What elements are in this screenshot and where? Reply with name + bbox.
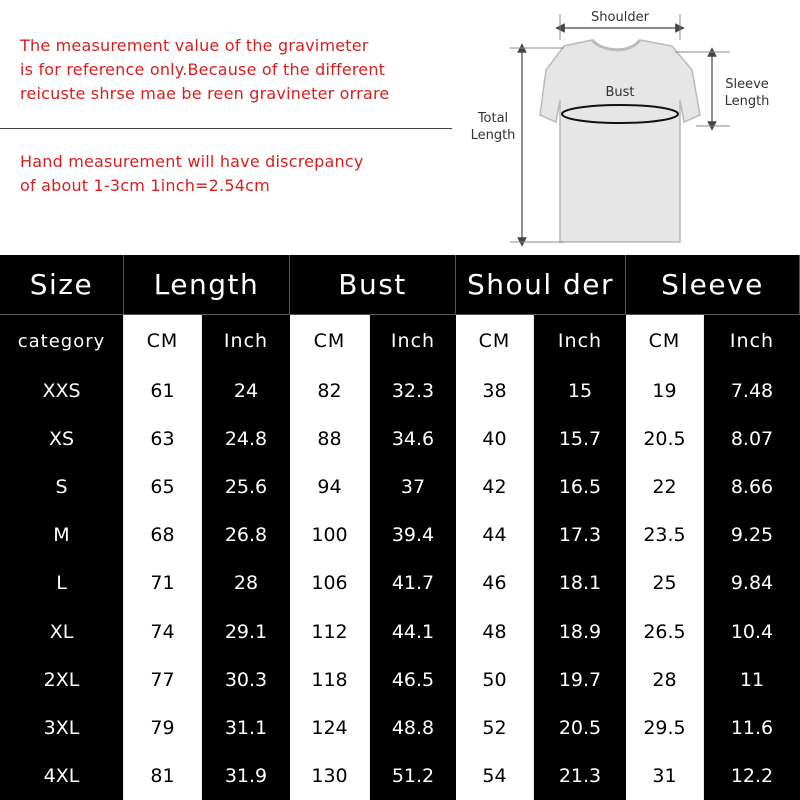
table-cell: 20.5 [626, 415, 704, 463]
table-cell: 23.5 [626, 511, 704, 559]
table-cell: 16.5 [534, 463, 626, 511]
table-cell: 11 [704, 656, 800, 704]
table-cell: 38 [456, 367, 534, 415]
size-label: XS [0, 415, 124, 463]
shoulder-label: Shoulder [591, 10, 649, 25]
table-cell: 106 [290, 559, 370, 607]
category-label: category [0, 315, 124, 367]
tshirt-shape [540, 40, 700, 242]
table-cell: 51.2 [370, 752, 456, 800]
table-cell: 24 [202, 367, 290, 415]
table-cell: 15.7 [534, 415, 626, 463]
table-cell: 29.1 [202, 607, 290, 655]
size-label: L [0, 559, 124, 607]
table-cell: 15 [534, 367, 626, 415]
table-cell: 39.4 [370, 511, 456, 559]
table-cell: 41.7 [370, 559, 456, 607]
size-chart-table [0, 255, 800, 800]
table-cell: 48.8 [370, 704, 456, 752]
label-line: Sleeve [725, 77, 769, 92]
label-line: Length [724, 94, 770, 109]
header-shoulder: Shoul der [456, 255, 626, 315]
table-cell: 44.1 [370, 607, 456, 655]
note-line: Hand measurement will have discrepancy [20, 152, 364, 171]
table-cell: 24.8 [202, 415, 290, 463]
table-cell: 54 [456, 752, 534, 800]
header-size: Size [0, 255, 124, 315]
bust-label: Bust [605, 85, 635, 100]
table-cell: 26.8 [202, 511, 290, 559]
table-cell: 7.48 [704, 367, 800, 415]
size-label: XXS [0, 367, 124, 415]
discrepancy-note [20, 150, 364, 198]
reference-note [20, 34, 389, 106]
unit-header: Inch [202, 315, 290, 367]
table-cell: 82 [290, 367, 370, 415]
unit-header: CM [290, 315, 370, 367]
unit-header: CM [124, 315, 202, 367]
table-cell: 48 [456, 607, 534, 655]
table-cell: 88 [290, 415, 370, 463]
note-line: of about 1-3cm 1inch=2.54cm [20, 176, 270, 195]
table-cell: 17.3 [534, 511, 626, 559]
table-cell: 32.3 [370, 367, 456, 415]
table-cell: 26.5 [626, 607, 704, 655]
table-cell: 8.66 [704, 463, 800, 511]
table-cell: 118 [290, 656, 370, 704]
unit-header: CM [456, 315, 534, 367]
table-cell: 81 [124, 752, 202, 800]
table-cell: 100 [290, 511, 370, 559]
table-cell: 18.1 [534, 559, 626, 607]
table-cell: 22 [626, 463, 704, 511]
size-label: M [0, 511, 124, 559]
table-cell: 65 [124, 463, 202, 511]
table-cell: 11.6 [704, 704, 800, 752]
label-line: Length [470, 128, 516, 143]
label-line: Total [477, 111, 509, 126]
header-length: Length [124, 255, 290, 315]
table-cell: 112 [290, 607, 370, 655]
table-cell: 20.5 [534, 704, 626, 752]
table-cell: 25 [626, 559, 704, 607]
table-cell: 34.6 [370, 415, 456, 463]
table-cell: 28 [626, 656, 704, 704]
table-cell: 79 [124, 704, 202, 752]
table-cell: 9.84 [704, 559, 800, 607]
table-cell: 9.25 [704, 511, 800, 559]
unit-header: Inch [534, 315, 626, 367]
table-cell: 25.6 [202, 463, 290, 511]
table-cell: 12.2 [704, 752, 800, 800]
table-cell: 68 [124, 511, 202, 559]
table-cell: 31.1 [202, 704, 290, 752]
note-line: is for reference only.Because of the different [20, 60, 386, 79]
table-cell: 63 [124, 415, 202, 463]
table-cell: 77 [124, 656, 202, 704]
note-line: The measurement value of the gravimeter [20, 36, 369, 55]
size-label: S [0, 463, 124, 511]
table-cell: 52 [456, 704, 534, 752]
note-line: reicuste shrse mae be reen gravineter orrare [20, 84, 390, 103]
table-cell: 21.3 [534, 752, 626, 800]
table-cell: 74 [124, 607, 202, 655]
table-cell: 50 [456, 656, 534, 704]
size-label: 3XL [0, 704, 124, 752]
unit-header: CM [626, 315, 704, 367]
table-cell: 29.5 [626, 704, 704, 752]
table-cell: 44 [456, 511, 534, 559]
table-cell: 46 [456, 559, 534, 607]
table-cell: 94 [290, 463, 370, 511]
info-area [0, 0, 800, 255]
table-cell: 28 [202, 559, 290, 607]
table-cell: 19 [626, 367, 704, 415]
table-cell: 10.4 [704, 607, 800, 655]
unit-header: Inch [704, 315, 800, 367]
table-cell: 31.9 [202, 752, 290, 800]
table-cell: 8.07 [704, 415, 800, 463]
table-cell: 37 [370, 463, 456, 511]
tshirt-diagram [460, 0, 800, 255]
table-cell: 130 [290, 752, 370, 800]
sleeve-length-label [716, 76, 778, 110]
header-sleeve: Sleeve [626, 255, 800, 315]
size-label: XL [0, 607, 124, 655]
table-cell: 42 [456, 463, 534, 511]
table-cell: 30.3 [202, 656, 290, 704]
header-bust: Bust [290, 255, 456, 315]
table-cell: 71 [124, 559, 202, 607]
unit-header: Inch [370, 315, 456, 367]
table-cell: 40 [456, 415, 534, 463]
table-cell: 124 [290, 704, 370, 752]
total-length-label [464, 110, 522, 144]
table-cell: 31 [626, 752, 704, 800]
table-cell: 46.5 [370, 656, 456, 704]
size-label: 2XL [0, 656, 124, 704]
table-cell: 18.9 [534, 607, 626, 655]
table-cell: 19.7 [534, 656, 626, 704]
size-label: 4XL [0, 752, 124, 800]
divider [0, 128, 452, 129]
table-cell: 61 [124, 367, 202, 415]
